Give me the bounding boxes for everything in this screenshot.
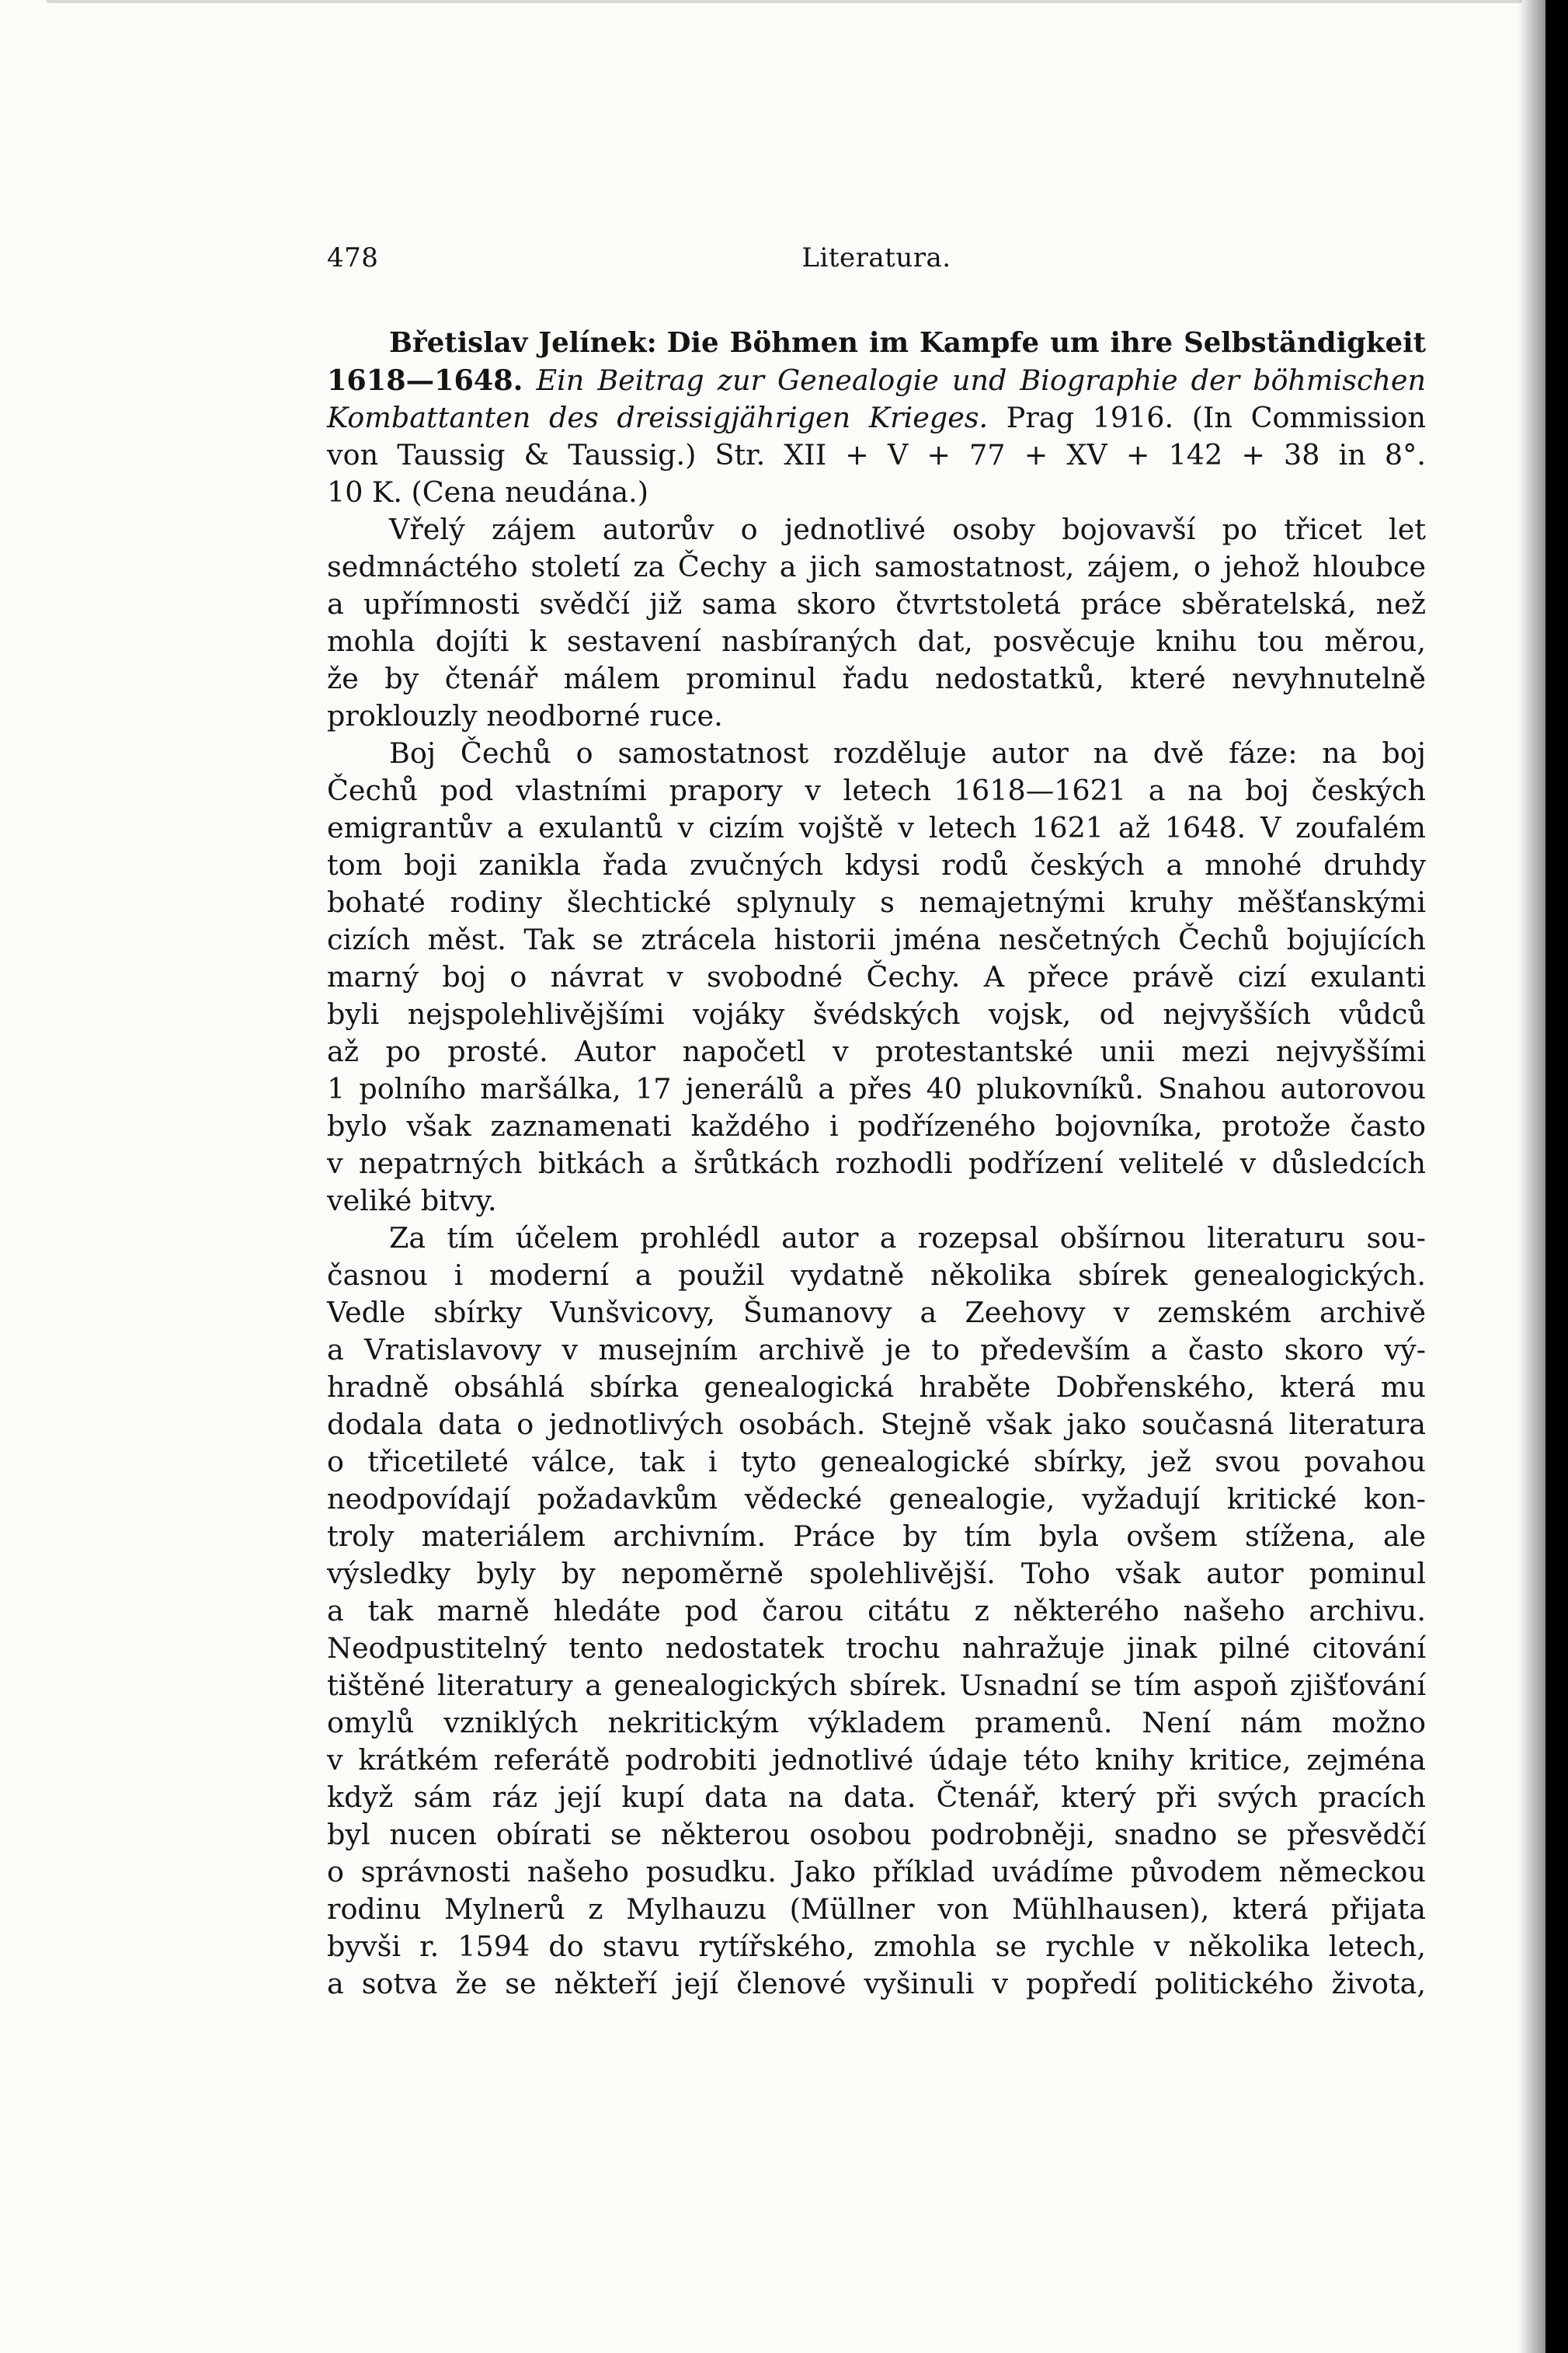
body-line: troly materiálem archivním. Práce by tím byla ovšem stížena, ale [327,1519,1426,1553]
body-line: Boj Čechů o samostatnost rozděluje autor na dvě fáze: na boj [389,736,1426,770]
body-line: Čechů pod vlastními prapory v letech 1618—1621 a na boj českých [327,774,1426,807]
body-line: v krátkém referátě podrobiti jednotlivé údaje této knihy kritice, zejména [327,1743,1426,1777]
body-line: byli nejspolehlivějšími vojáky švédských vojsk, od nejvyšších vůdců [327,997,1426,1031]
text-block [327,233,1426,2003]
body-line: 1 polního maršálka, 17 jenerálů a přes 40 plukovníků. Snahou autorovou [327,1072,1426,1105]
citation-subtitle: Ein Beitrag zur Genealogie und Biographie der böhmischen [536,364,1426,397]
body-line: emigrantův a exulantů v cizím vojště v letech 1621 až 1648. V zoufalém [327,811,1426,844]
body-line: a Vratislavovy v musejním archivě je to především a často skoro vý- [327,1333,1426,1366]
page-edge-shadow [1518,0,1545,2353]
body-line: v nepatrných bitkách a šrůtkách rozhodli podřízení velitelé v důsledcích [327,1147,1426,1180]
body-line: výsledky byly by nepoměrně spolehlivější. Toho však autor pominul [327,1557,1426,1590]
body-line: proklouzly neodborné ruce. [327,699,723,733]
body-line: sedmnáctého století za Čechy a jich samostatnost, zájem, o jehož hloubce [327,550,1426,583]
body-line: když sám ráz její kupí data na data. Čtenář, který při svých pracích [327,1780,1426,1814]
citation-line [327,362,1426,399]
body-line: Vedle sbírky Vunšvicovy, Šumanovy a Zeehovy v zemském archivě [327,1296,1426,1329]
body-line: hradně obsáhlá sbírka genealogická hraběte Dobřenského, která mu [327,1370,1426,1404]
body-line: tištěné literatury a genealogických sbírek. Usnadní se tím aspoň zjišťování [327,1669,1426,1702]
body-line: až po prosté. Autor napočetl v protestantské unii mezi nejvyššími [327,1035,1426,1068]
body-line: časnou i moderní a použil vydatně několika sbírek genealogických. [327,1258,1426,1292]
body-line: tom boji zanikla řada zvučných kdysi rodů českých a mnohé druhdy [327,848,1426,882]
page-number: 478 [327,242,379,273]
body-line: rodinu Mylnerů z Mylhauzu (Müllner von Mühlhausen), která přijata [327,1892,1426,1926]
body-line: a sotva že se někteří její členové vyšinuli v popředí politického života, [327,1967,1426,2000]
body-line: byvši r. 1594 do stavu rytířského, zmohla se rychle v několika letech, [327,1930,1426,1963]
citation-title: Die Böhmen im Kampfe um ihre Selbständigkeit [666,327,1427,359]
body-line: byl nucen obírati se některou osobou podrobněji, snadno se přesvědčí [327,1818,1426,1851]
citation-imprint: Prag 1916. (In Commission [1006,401,1426,434]
running-head [327,233,1426,280]
body-line: marný boj o návrat v svobodné Čechy. A přece právě cizí exulanti [327,960,1426,994]
body-line: neodpovídají požadavkům vědecké genealogie, vyžadují kritické kon- [327,1482,1426,1516]
body-line: o správnosti našeho posudku. Jako příklad uvádíme původem německou [327,1855,1426,1888]
body-line: a tak marně hledáte pod čarou citátu z některého našeho archivu. [327,1594,1426,1627]
citation-line [327,325,1426,362]
body-line: dodala data o jednotlivých osobách. Stejně však jako současná literatura [327,1408,1426,1441]
body-line: že by čtenář málem prominul řadu nedostatků, které nevyhnutelně [327,662,1426,695]
body-line: veliké bitvy. [327,1184,497,1217]
body-line: Vřelý zájem autorův o jednotlivé osoby bojovavší po třicet let [389,513,1426,546]
body-line: Neodpustitelný tento nedostatek trochu nahražuje jinak pilné citování [327,1631,1426,1665]
citation-line: von Taussig & Taussig.) Str. XII + V + 77 + XV + 142 + 38 in 8°. [327,438,1426,472]
review-entry [327,325,1426,2003]
body-line: a upřímnosti svědčí již sama skoro čtvrtstoletá práce sběratelská, než [327,587,1426,621]
body-line: mohla dojíti k sestavení nasbíraných dat, posvěcuje knihu tou měrou, [327,625,1426,658]
body-line: bylo však zaznamenati každého i podřízeného bojovníka, protože často [327,1109,1426,1143]
body-line: Za tím účelem prohlédl autor a rozepsal obšírnou literaturu sou- [389,1221,1426,1255]
citation-line [327,399,1426,437]
body-line: cizích měst. Tak se ztrácela historii jména nesčetných Čechů bojujících [327,923,1426,956]
body-line: bohaté rodiny šlechtické splynuly s nemajetnými kruhy měšťanskými [327,886,1426,919]
citation-line: 10 K. (Cena neudána.) [327,475,649,509]
section-title: Literatura. [801,242,951,273]
citation-years: 1618—1648. [327,364,523,397]
body-line: omylů vzniklých nekritickým výkladem pramenů. Není nám možno [327,1706,1426,1739]
citation-subtitle: Kombattanten des dreissigjährigen Krieges. [327,401,989,434]
citation-author: Břetislav Jelínek: [389,327,657,359]
body-line: o třicetileté válce, tak i tyto genealogické sbírky, jež svou povahou [327,1445,1426,1478]
scan-top-edge [47,0,1522,3]
